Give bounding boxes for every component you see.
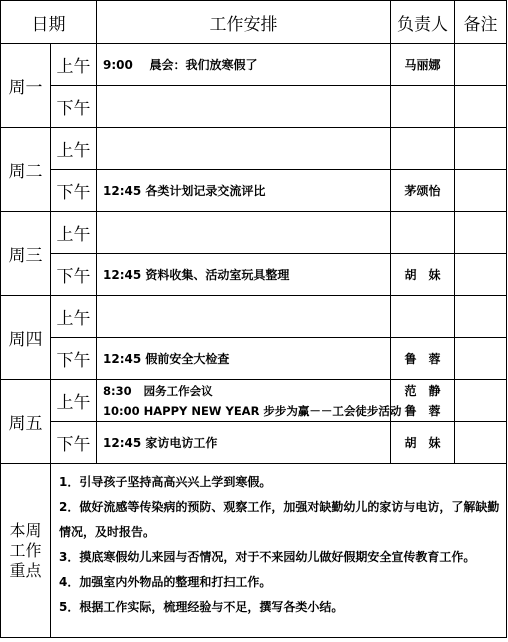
task-text: 12:45 各类计划记录交流评比 — [103, 183, 266, 198]
period-pm: 下午 — [51, 422, 97, 464]
period-am: 上午 — [51, 296, 97, 338]
key-point-item: 3．摸底寒假幼儿来园与否情况，对于不来园幼儿做好假期安全宣传教育工作。 — [59, 550, 476, 564]
task-cell — [97, 212, 391, 254]
header-remark: 备注 — [455, 1, 507, 44]
header-date: 日期 — [1, 1, 97, 44]
person-text: 马丽娜 — [404, 57, 441, 72]
monday-am-row — [1, 44, 507, 86]
remark-cell — [455, 338, 507, 380]
person-text: 胡 妹 — [404, 267, 441, 282]
key-point-item: 5．根据工作实际，梳理经验与不足，撰写各类小结。 — [59, 600, 344, 614]
key-points-list — [51, 464, 507, 638]
header-work: 工作安排 — [97, 1, 391, 44]
tuesday-pm-row — [1, 170, 507, 212]
period-pm: 下午 — [51, 86, 97, 128]
person-cell — [391, 422, 455, 464]
period-pm: 下午 — [51, 338, 97, 380]
header-person: 负责人 — [391, 1, 455, 44]
day-label: 周五 — [1, 380, 51, 464]
task-cell — [97, 128, 391, 170]
key-points-row — [1, 464, 507, 638]
person-cell — [391, 338, 455, 380]
header-row — [1, 1, 507, 44]
person-cell — [391, 212, 455, 254]
period-pm: 下午 — [51, 254, 97, 296]
friday-pm-row — [1, 422, 507, 464]
remark-cell — [455, 254, 507, 296]
task-cell — [97, 44, 391, 86]
task-cell — [97, 86, 391, 128]
day-label: 周三 — [1, 212, 51, 296]
period-am: 上午 — [51, 128, 97, 170]
person-text: 范 静 — [404, 383, 441, 398]
person-text: 鲁 蓉 — [404, 351, 441, 366]
period-am: 上午 — [51, 380, 97, 422]
thursday-pm-row — [1, 338, 507, 380]
key-points-label — [1, 464, 51, 638]
task-text: 12:45 家访电访工作 — [103, 435, 218, 450]
day-label: 周一 — [1, 44, 51, 128]
key-point-item: 2．做好流感等传染病的预防、观察工作，加强对缺勤幼儿的家访与电访，了解缺勤情况，及时报告。 — [59, 500, 500, 539]
key-points-label-text: 本周工作重点 — [9, 520, 42, 580]
remark-cell — [455, 86, 507, 128]
period-am: 上午 — [51, 212, 97, 254]
person-cell — [391, 44, 455, 86]
thursday-am-row — [1, 296, 507, 338]
day-label: 周四 — [1, 296, 51, 380]
monday-pm-row — [1, 86, 507, 128]
task-cell — [97, 254, 391, 296]
remark-cell — [455, 422, 507, 464]
wednesday-am-row — [1, 212, 507, 254]
person-cell — [391, 254, 455, 296]
key-point-item: 1．引导孩子坚持高高兴兴上学到寒假。 — [59, 475, 272, 489]
remark-cell — [455, 44, 507, 86]
remark-cell — [455, 170, 507, 212]
task-cell — [97, 170, 391, 212]
person-text: 胡 妹 — [404, 435, 441, 450]
task-text: 8:30 园务工作会议 — [103, 383, 213, 398]
tuesday-am-row — [1, 128, 507, 170]
task-text: 10:00 HAPPY NEW YEAR 步步为赢－－工会徒步活动 — [103, 403, 402, 418]
person-text: 鲁 蓉 — [404, 403, 441, 418]
person-cell — [391, 86, 455, 128]
task-text: 12:45 资料收集、活动室玩具整理 — [103, 267, 290, 282]
task-text: 12:45 假前安全大检查 — [103, 351, 230, 366]
person-cell — [391, 170, 455, 212]
period-pm: 下午 — [51, 170, 97, 212]
person-cell — [391, 128, 455, 170]
task-text: 9:00 晨会：我们放寒假了 — [103, 57, 258, 72]
task-cell — [97, 296, 391, 338]
task-cell — [97, 422, 391, 464]
person-text: 茅颂怡 — [404, 183, 441, 198]
day-label: 周二 — [1, 128, 51, 212]
period-am: 上午 — [51, 44, 97, 86]
remark-cell — [455, 212, 507, 254]
remark-cell — [455, 380, 507, 422]
wednesday-pm-row — [1, 254, 507, 296]
remark-cell — [455, 296, 507, 338]
friday-am-row — [1, 380, 507, 422]
person-cell — [391, 296, 455, 338]
task-cell — [97, 338, 391, 380]
key-point-item: 4．加强室内外物品的整理和打扫工作。 — [59, 575, 272, 589]
remark-cell — [455, 128, 507, 170]
task-cell — [97, 380, 402, 422]
